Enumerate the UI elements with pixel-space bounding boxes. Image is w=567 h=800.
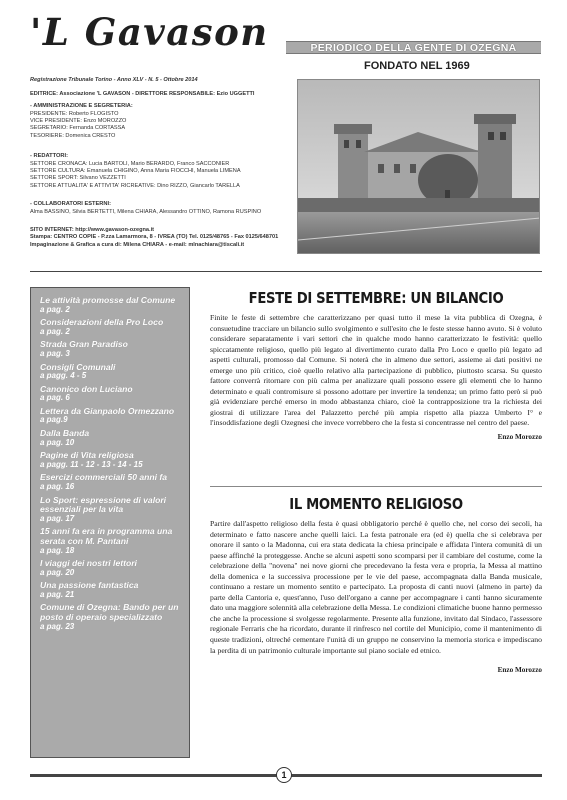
admin-heading: - AMMINISTRAZIONE E SEGRETERIA: bbox=[30, 103, 133, 109]
article-feste bbox=[210, 289, 542, 441]
redattori-line: SETTORE SPORT: Silvano VEZZETTI bbox=[30, 175, 126, 182]
site-line: SITO INTERNET: http://www.gavason-ozegna.it bbox=[30, 227, 154, 233]
contacts-block bbox=[30, 227, 278, 249]
toc-title: Canonico don Luciano bbox=[40, 383, 133, 394]
toc-item[interactable] bbox=[40, 385, 183, 404]
admin-line: SEGRETARIO: Fernanda CORTASSA bbox=[30, 125, 126, 132]
toc-item[interactable] bbox=[40, 451, 183, 470]
toc-item[interactable] bbox=[40, 496, 183, 524]
article-separator bbox=[210, 486, 542, 487]
toc-item[interactable] bbox=[40, 429, 183, 448]
toc-page: a pag. 2 bbox=[40, 304, 70, 314]
toc-title: Le attività promosse dal Comune bbox=[40, 295, 176, 305]
table-of-contents bbox=[30, 287, 190, 758]
periodico-text: PERIODICO DELLA GENTE DI OZEGNA bbox=[310, 41, 517, 54]
redattori-line: SETTORE CRONACA: Lucia BARTOLI, Mario BERARDO, Franco SACCONIER bbox=[30, 160, 230, 167]
article-author: Enzo Morozzo bbox=[497, 666, 542, 675]
toc-item[interactable] bbox=[40, 318, 183, 337]
redattori-heading: - REDATTORI: bbox=[30, 153, 69, 159]
toc-title: Pagine di Vita religiosa bbox=[40, 450, 134, 461]
toc-item[interactable] bbox=[40, 559, 183, 578]
toc-item[interactable] bbox=[40, 527, 183, 555]
admin-line: TESORIERE: Domenica CRESTO bbox=[30, 132, 116, 139]
toc-item[interactable] bbox=[40, 581, 183, 600]
page-number: 1 bbox=[276, 767, 292, 783]
toc-title: Lettera da Gianpaolo Ormezzano bbox=[40, 405, 175, 416]
collaboratori-line: Alma BASSINO, Silvia BERTETTI, Milena CHIARA, Alessandro OTTINO, Ramona RUSPINO bbox=[30, 208, 262, 215]
toc-title: Una passione fantastica bbox=[40, 580, 139, 591]
toc-title: Dalla Banda bbox=[40, 428, 90, 439]
toc-page: a pag. 3 bbox=[40, 348, 70, 358]
article-author: Enzo Morozzo bbox=[497, 433, 542, 442]
toc-title: Lo Sport: espressione di valori essenziali per la vita bbox=[40, 494, 167, 515]
toc-item[interactable] bbox=[40, 296, 183, 315]
toc-title: Consigli Comunali bbox=[40, 361, 116, 372]
stampa-line: Stampa: CENTRO COPIE - P.zza Lamarmora, 8 - IVREA (TO) Tel. 0125/48765 - Fax 0125/648701 bbox=[30, 234, 279, 241]
article-momento-religioso bbox=[210, 495, 542, 674]
registration-line: Registrazione Tribunale Torino - Anno XLV - N. 5 - Ottobre 2014 bbox=[30, 77, 198, 83]
collaboratori-block bbox=[30, 201, 261, 216]
toc-page: a pagg. 4 - 5 bbox=[40, 371, 87, 381]
toc-page: a pag. 17 bbox=[40, 513, 75, 523]
toc-item[interactable] bbox=[40, 603, 183, 631]
toc-page: a pag. 23 bbox=[40, 621, 75, 631]
header-divider bbox=[30, 271, 542, 272]
article-body: Finite le feste di settembre che caratterizzano per quasi tutto il mese la vita pubblica di Ozegna, è consuetudine tracciare un bilancio sullo svolgimento e sull'esito che le feste stesse hanno avuto. Si è voluto considerare separatamente i vari settori che in qualche modo hanno caratterizzato le festività: quello spiccatamente religioso, quello più legato al divertimento curato dalla Pro Loco e quello più legato ad aspetti culturali, promosso dal Comune. Si noterà che in almeno due settori, assieme ai dati positivi ne emerge uno più critico, cioè quello relativo alla partecipazione di pubblico, piuttosto scarsa. Su questo fattore converrà ritornare con più calma per analizzare quali possono essere gli elementi che lo hanno determinato e quali contromisure si possono adottare per invertire la tendenza; un primo fatto però si può già evidenziare perché emerso in modo abbastanza chiaro, cioè la contrapposizione tra la richiesta dei giostrai di utilizzare l'area del Palazzetto perché più ampia rispetto alla piazza Umberto I° e l'insoddisfazione degli Ozegnesi che invece vorrebbero che la festa si concentrasse nel centro del paese. bbox=[210, 313, 542, 428]
article-title: FESTE DI SETTEMBRE: UN BILANCIO bbox=[248, 289, 504, 307]
toc-page: a pag. 20 bbox=[40, 567, 75, 577]
editrice-line: EDITRICE: Associazione 'L GAVASON - DIRETTORE RESPONSABILE: Ezio UGGETTI bbox=[30, 91, 255, 97]
redattori-block bbox=[30, 153, 241, 190]
toc-title: Comune di Ozegna: Bando per un posto di operaio specializzato bbox=[40, 602, 179, 623]
toc-title: Strada Gran Paradiso bbox=[40, 339, 128, 350]
admin-line: PRESIDENTE: Roberto FLOGISTO bbox=[30, 110, 119, 117]
article-body: Partire dall'aspetto religioso della festa è quasi obbligatorio perché è quello che, nel corso dei secoli, ha determinato e fatto nascere anche quelli laici. La festa patronale era (ed è) quella che si celebrava per onorare il santo o la Madonna, cui era stata dedicata la chiesa principale e affidata l'intera comunità di un paese affinché la proteggesse. Anche se alcuni aspetti sono scomparsi per il cambiare del costume, come la celebrazione della "novena" nei nove giorni che precedevano la festa vera e propria, la Messa al mattino della domenica e la successiva processione per le vie del paese, accompagnata dalla Banda musicale, continuano a restare un momento sentito e partecipato. La proposta di canti nuovi (almeno in parte) da parte della Cantoria e, quest'anno, l'uso dell'organo a canne per accompagnare i canti hanno sicuramente dato una maggiore solennità alla celebrazione della Messa. Le condizioni climatiche buone hanno permesso che anche la processione si svolgesse regolarmente. Presente alla funzione, invitato dal Sindaco, l'assessore regionale Ferraris che ha ricordato, durante il rinfresco nel cortile del Municipio, come il mantenimento di queste tradizioni, oltreché cementare l'unità di un gruppo ne conservino la memoria storica e impediscano la perdita di un patrimonio culturale importante sul piano sociale ed etnico. bbox=[210, 519, 542, 655]
toc-title: I viaggi dei nostri lettori bbox=[40, 558, 137, 569]
article-title: IL MOMENTO RELIGIOSO bbox=[289, 495, 463, 513]
toc-page: a pag. 10 bbox=[40, 437, 75, 447]
toc-item[interactable] bbox=[40, 340, 183, 359]
toc-page: a pag. 16 bbox=[40, 482, 75, 491]
village-photo bbox=[297, 79, 540, 254]
periodico-banner bbox=[286, 41, 541, 54]
newspaper-title: 'L Gavason bbox=[30, 10, 269, 54]
admin-block bbox=[30, 103, 133, 140]
impaginazione-line: Impaginazione & Grafica a cura di: Milena CHIARA - e-mail: mlnachiara@tiscali.it bbox=[30, 241, 245, 248]
toc-item[interactable] bbox=[40, 363, 183, 382]
redattori-line: SETTORE CULTURA: Emanuela CHIGINO, Anna Maria FIOCCHI, Manuela LIMENA bbox=[30, 167, 241, 174]
toc-item[interactable] bbox=[40, 407, 183, 426]
toc-title: Considerazioni della Pro Loco bbox=[40, 317, 164, 328]
toc-title: 15 anni fa era in programma una serata con M. Pantani bbox=[40, 526, 173, 546]
admin-line: VICE PRESIDENTE: Enzo MOROZZO bbox=[30, 117, 127, 124]
toc-page: a pag.9 bbox=[40, 415, 68, 425]
toc-title: Esercizi commerciali 50 anni fa bbox=[40, 472, 168, 483]
redattori-line: SETTORE ATTUALITA' E ATTIVITA' RICREATIVE: Dino RIZZO, Giancarlo TARELLA bbox=[30, 182, 240, 189]
toc-item[interactable] bbox=[40, 473, 183, 492]
founded-label: FONDATO NEL 1969 bbox=[364, 60, 470, 72]
toc-page: a pagg. 11 - 12 - 13 - 14 - 15 bbox=[40, 459, 143, 469]
collaboratori-heading: - COLLABORATORI ESTERNI: bbox=[30, 201, 111, 207]
toc-page: a pag. 2 bbox=[40, 326, 70, 336]
toc-page: a pag. 21 bbox=[40, 589, 75, 599]
toc-page: a pag. 18 bbox=[40, 545, 75, 555]
toc-page: a pag. 6 bbox=[40, 393, 70, 403]
